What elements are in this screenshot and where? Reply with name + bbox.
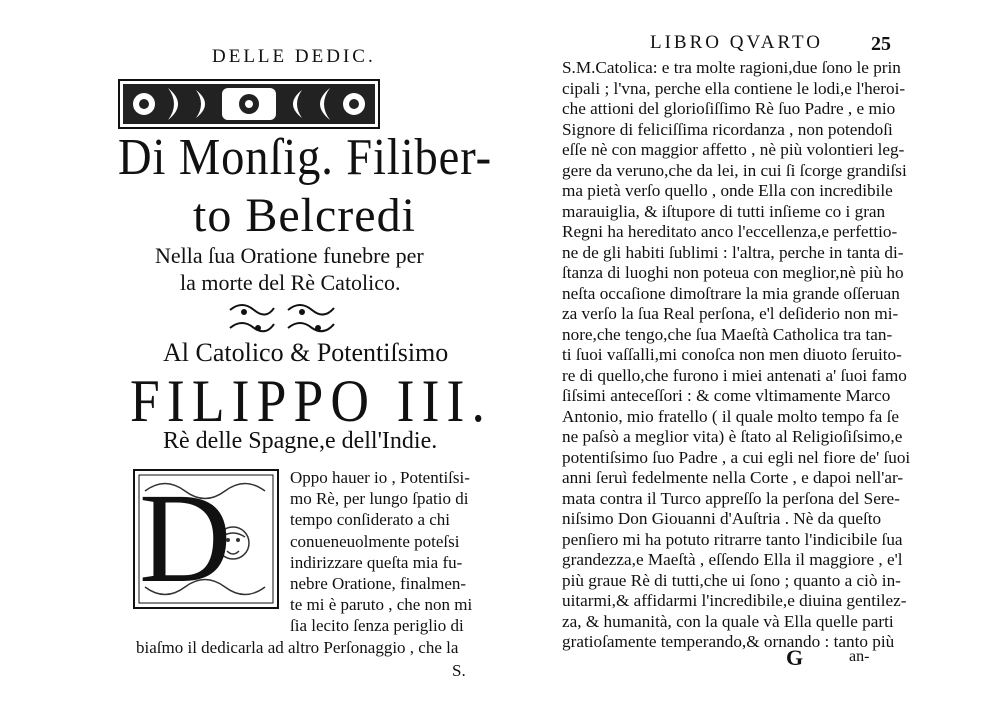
text-line: uitarmi,& affidarmi l'incredibile,e diuina gentilez- — [562, 591, 907, 610]
text-line: ti ſuoi vaſſalli,mi conoſca non men diuoto ſeruito- — [562, 345, 902, 364]
title-line-2: to Belcredi — [193, 189, 416, 242]
signature-mark: G — [786, 645, 804, 670]
text-line: cipali ; l'vna, perche ella contiene le lodi,e l'heroi- — [562, 78, 906, 98]
text-line: ſiſsimi anteceſſori : & come vltimamente Marco — [562, 386, 891, 405]
text-line: ma pietà verſo quello , onde Ella con incredibile — [562, 181, 893, 200]
body-line-5: indirizzare queſta mia fu- — [290, 553, 463, 572]
body-line-1: Oppo hauer io , Potentiſsi- — [290, 468, 470, 487]
right-page — [500, 0, 1000, 714]
text-line: grandezza,e Maeſtà , eſſendo Ella il maggiore , e'l — [562, 550, 903, 569]
text-line: Signore di feliciſſima ricordanza , non potendoſi — [562, 119, 893, 139]
text-line: gere da veruno,che da lei, in cui ſi ſcorge grandiſsi — [562, 160, 907, 180]
catchword-right: an- — [849, 648, 870, 665]
text-line: penſiero mi ha potuto ritrarre tanto l'indicibile ſua — [562, 529, 903, 549]
catchword-left: S. — [452, 661, 466, 680]
text-line: za verſo la ſua Real perſona, e'l deſiderio non mi- — [562, 304, 899, 323]
text-line: ne de gli habiti ſublimi : l'altra, perche in tanta di- — [562, 242, 904, 262]
body-line-4: conueneuolmente poteſsi — [290, 532, 460, 551]
text-line: Regni ha hereditato anco l'eccellenza,e perfettio- — [562, 222, 898, 241]
text-line: più graue Rè di tutti,che ui ſono ; quanto a ciò in- — [562, 570, 901, 590]
title-line-1: Di Monſig. Filiber- — [118, 129, 493, 186]
text-line: neſta occaſione dimoſtrare la mia grande oſſeruan — [562, 283, 900, 303]
text-line: niſsimo Don Giouanni d'Auſtria . Nè da queſto — [562, 509, 882, 528]
text-line: potentiſsimo ſuo Padre , a cui egli nel fiore de' ſuoi — [562, 447, 911, 467]
text-line: ne paſsò a meglior vita) è ſtato al Religioſiſsimo,e — [562, 427, 903, 446]
text-line: Antonio, mio fratello ( il quale molto tempo fa ſe — [562, 406, 899, 426]
text-line: re di quello,che furono i miei antenati a' ſuoi famo — [562, 365, 907, 385]
subtitle-line-1: Nella ſua Oratione funebre per — [155, 243, 424, 268]
text-line: gratioſamente temperando,& ornando : tanto più — [562, 632, 895, 651]
text-line: che attioni del glorioſiſſimo Rè ſuo Padre , e mio — [562, 99, 896, 118]
fleuron-ornament — [222, 300, 342, 336]
page-number: 25 — [871, 33, 891, 55]
running-head-right: LIBRO QVARTO — [650, 32, 823, 53]
text-line: za, & humanità, con la quale và Ella quelle parti — [562, 611, 894, 631]
body-line-9: biaſmo il dedicarla ad altro Perſonaggio , che la — [136, 638, 459, 657]
text-line: ſtanza di luoghi non poteua con meglior,nè più ho — [562, 263, 904, 282]
body-line-2: mo Rè, per lungo ſpatio di — [290, 489, 469, 508]
body-line-3: tempo conſiderato a chi — [290, 510, 451, 529]
dedication-line-1: Al Catolico & Potentiſsimo — [163, 338, 449, 367]
body-line-7: te mi è paruto , che non mi — [290, 595, 473, 614]
text-line: mata contra il Turco appreſſo la perſona del Sere- — [562, 488, 900, 508]
body-line-6: nebre Oratione, finalmen- — [290, 574, 467, 593]
ornamental-headpiece — [118, 78, 380, 130]
text-line: marauiglia, & iſtupore di tutti inſieme co i gran — [562, 201, 886, 221]
text-line: eſſe nè con maggior affetto , nè più volontieri leg- — [562, 140, 905, 159]
text-line: anni ſeruì fedelmente nella Corte , e dapoi nell'ar- — [562, 468, 904, 487]
drop-cap-letter: D — [139, 467, 232, 609]
running-head-left: DELLE DEDIC. — [212, 46, 376, 67]
drop-cap-initial — [133, 469, 279, 609]
subtitle-line-2: la morte del Rè Catolico. — [180, 270, 401, 295]
dedication-line-3: Rè delle Spagne,e dell'Indie. — [163, 428, 438, 454]
dedication-line-2: FILIPPO III. — [130, 368, 492, 434]
text-line: nore,che tengo,che ſua Maeſtà Catholica tra tan- — [562, 324, 893, 344]
body-line-8: ſia lecito ſenza periglio di — [290, 616, 464, 635]
text-line: S.M.Catolica: e tra molte ragioni,due ſono le prin — [562, 58, 901, 77]
